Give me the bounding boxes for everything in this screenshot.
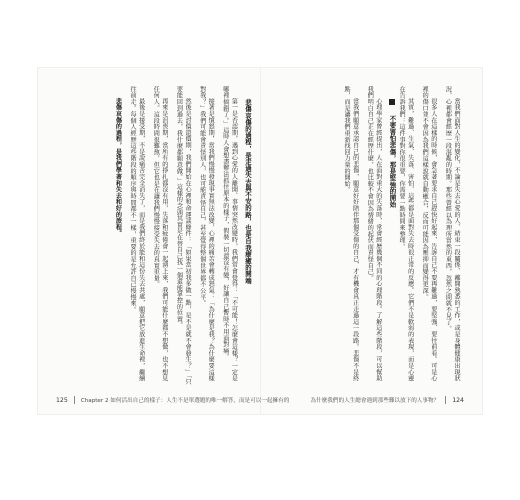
left-paragraph-4: 再來是沮喪期，當所有的掙扎都沒有用，失落和疲倦會一起湧上來，我們可能什麼都不想做，也不想見任何人。這段時間很難熬，但它也是在讓我們慢慢接受失去的真實重量。 xyxy=(152,86,168,382)
left-paragraph-3: 然後是討價還價期，我們開始在心裡和命運談條件：「如果當初我多做一點，是不是就不會發生？」「只要能回到過去，我什麼都願意做。」這樣的念頭其實是在替自己找一個還能掌控的位置。 xyxy=(175,86,192,385)
left-bold-line: 悲傷哀傷的過程，是我們學著和失去和好的旅程。 xyxy=(114,98,122,237)
right-page-number: 124 xyxy=(452,396,464,404)
right-page-heading: 不要害怕悲傷，那是堅強的開始 xyxy=(388,86,397,386)
left-paragraph-2: 接著是憤怒期，當我們慢慢發現事實無法改變，心裡的痛苦會轉成怒氣：「為什麼是我？為什麼要這樣對我？」我們可能會責怪別人，也可能責怪自己，甚至覺得整個世界都不公平。 xyxy=(198,86,215,382)
left-paragraph-1: 第一是否認期，遇到心愛的人離開、事情突然改變時，我們常會覺得：「不可能！怎麼會這樣？一定是哪裡搞錯了。」這時人會想盡辦法抓住原本的樣子，假裝一切還沒有變，好讓自己暫時不用面對痛。 xyxy=(221,86,238,382)
left-page xyxy=(56,86,252,386)
left-paragraph-5: 最後是接受期，不是說痛苦完全消失了，而是我們終於能和這份失去共處，願意把它放進生命裡，繼續往前走。每個人經歷這些階段的順序與時間都不一樣，重要的是允許自己慢慢來。 xyxy=(129,86,145,382)
right-page-body xyxy=(270,86,466,386)
right-paragraph-2: 很多人在這樣的時候，會急著要求自己趕快好起來，告訴自己不要再難過，要堅強、要往前看。可是心裡的傷口並不會因為我們這樣說就自動癒合，反而可能因為壓抑而變得更深。 xyxy=(421,86,437,382)
left-page-body xyxy=(56,86,252,386)
left-page-heading: 悲傷哀傷的過程，是走過失去與不安的路，也是自我療癒的開端 xyxy=(244,98,252,284)
right-paragraph-4: 心理學家曾經提出，人在面對重大的失落時，常會經歷幾個不同的心理階段。了解這些階段，可以幫助我們明白自己正在經歷什麼，也比較不會因為情緒的起伏而責怪自己。 xyxy=(366,86,382,382)
book-gutter xyxy=(260,68,261,414)
heading-square-icon xyxy=(389,99,395,105)
left-footer xyxy=(56,396,289,404)
book-spread xyxy=(38,68,482,414)
left-footer-divider xyxy=(74,396,75,404)
right-paragraph-5: 當我們願意承認自己的悲傷，願意好好陪伴那個受傷的自己，才有機會真正走過這一段路。悲傷不是終點，而是讓我們重新找回力量的開始。 xyxy=(343,86,359,382)
right-paragraph-3: 其實，難過、生氣、失落、害怕，這些都是面對失去時很正常的反應。它們不是軟弱的表現，而是心靈在告訴我們：這件事對你很重要，你需要一點時間來整理。 xyxy=(398,86,414,382)
left-running-title: Chapter 2 如何活出自己的樣子：人生不是單選題的唯一解答，而是可以一起擁有的 xyxy=(80,398,290,404)
right-footer-divider xyxy=(445,396,446,404)
right-footer xyxy=(311,396,464,404)
left-page-number: 125 xyxy=(56,396,68,404)
right-paragraph-1: 當我們面對人生的變化，不論是失去心愛的人、結束一段關係、離開熟悉的工作，或是身體健康出現狀況，心裡都會經歷一段混亂的時期。那些曾經以為理所當然的東西，忽然之間就不見了。 xyxy=(444,86,460,382)
right-page xyxy=(270,86,466,386)
right-running-title: 為什麼我們的人生總會遇到那些難以放下的人事物？ xyxy=(310,398,440,404)
